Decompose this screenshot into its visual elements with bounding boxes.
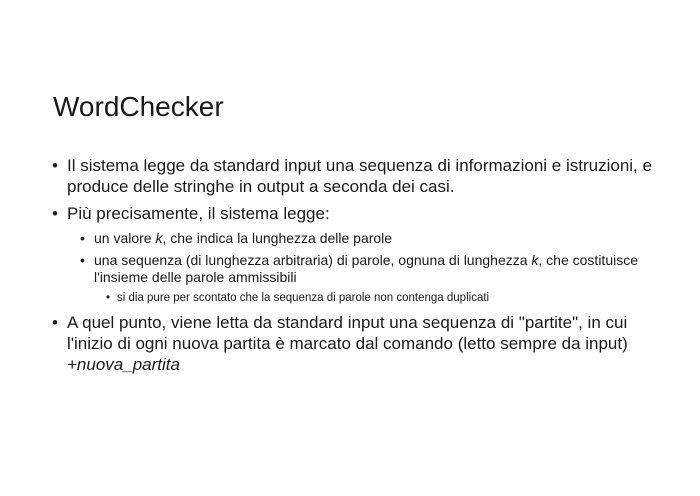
bullet-icon: • (80, 230, 85, 246)
sub-bullet-item (52, 230, 652, 247)
bullet-icon: • (106, 292, 111, 304)
bullet-item (52, 155, 652, 197)
text-run: Il sistema legge da standard input una sequenza di informazioni e istruzioni, e produce delle stringhe in output a seconda dei casi. (67, 156, 652, 196)
text-run-italic: +nuova_partita (67, 355, 180, 374)
bullet-text (67, 155, 652, 197)
text-run: , che indica la lunghezza delle parole (162, 230, 393, 246)
text-run: una sequenza (di lunghezza arbitraria) di parole, ognuna di lunghezza (94, 252, 532, 268)
text-run: un valore (94, 230, 156, 246)
text-run: si dia pure per scontato che la sequenza di parole non contenga duplicati (117, 292, 490, 304)
bullet-icon: • (52, 156, 58, 175)
bullet-icon: • (80, 252, 85, 268)
text-run: , che costituisce l'insieme delle parole ammissibili (94, 252, 639, 285)
sub-bullet-item (52, 252, 652, 286)
sub-bullet-text (94, 252, 652, 286)
slide-title: WordChecker (53, 91, 224, 122)
sub-sub-bullet-text (117, 291, 652, 306)
sub-bullet-text (94, 230, 652, 247)
bullet-icon: • (52, 313, 58, 332)
bullet-item (52, 203, 652, 224)
bullet-text (67, 312, 652, 375)
text-run-italic: k (531, 252, 539, 268)
bullet-icon: • (52, 204, 58, 223)
text-run: A quel punto, viene letta da standard input una sequenza di "partite", in cui l'inizio di ogni nuova partita è marcato dal comando (letto sempre da input) (67, 313, 628, 353)
sub-sub-bullet-item (52, 291, 652, 306)
bullet-text (67, 203, 652, 224)
bullet-item (52, 312, 652, 375)
text-run-italic: k (155, 230, 163, 246)
text-run: Più precisamente, il sistema legge: (67, 204, 330, 223)
slide-content (52, 155, 652, 381)
